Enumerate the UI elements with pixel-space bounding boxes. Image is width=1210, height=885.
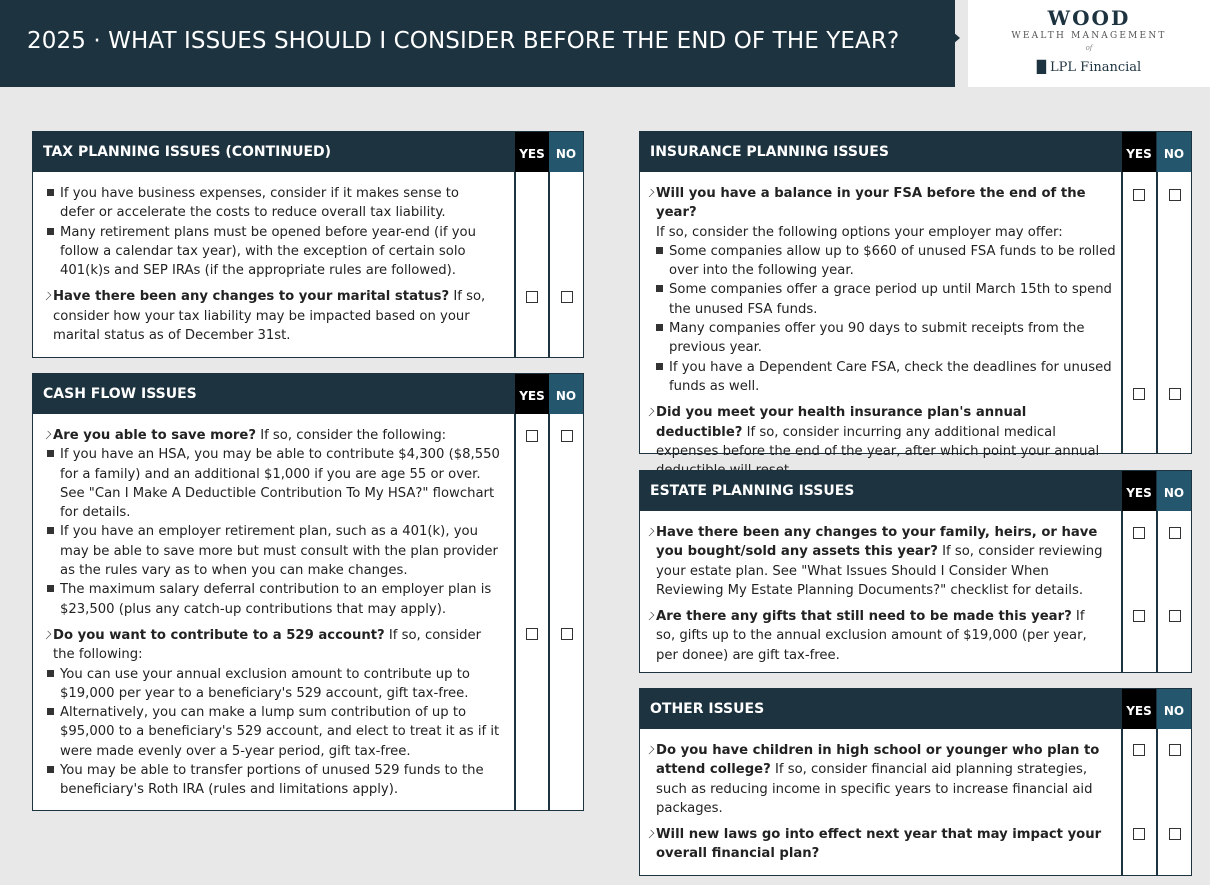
yes-checkbox[interactable] [1133, 388, 1145, 400]
question-text: If so, consider the following: [53, 627, 482, 663]
cash-flow-section [32, 373, 584, 811]
header-bar [0, 0, 955, 87]
list-item: You may be able to transfer portions of unused 529 funds to the beneficiary's Roth IRA (rules and limitations apply). [47, 761, 505, 800]
column-divider [1156, 172, 1158, 453]
question-bold: Do you want to contribute to a 529 account? [53, 627, 385, 643]
section-title: CASH FLOW ISSUES [43, 386, 197, 402]
yes-checkbox[interactable] [526, 628, 538, 640]
question [650, 825, 1108, 864]
header-arrow [953, 32, 960, 44]
question [650, 523, 1106, 600]
lpl-mark-icon: █ [1036, 60, 1047, 74]
section-header [640, 471, 1191, 511]
page-title: 2025 · WHAT ISSUES SHOULD I CONSIDER BEFORE THE END OF THE YEAR? [27, 28, 900, 54]
column-divider [1121, 172, 1123, 453]
question [650, 184, 1116, 223]
question-bold: Have there been any changes to your marital status? [53, 289, 450, 305]
question-text: If so, consider how your tax liability may be impacted based on your marital status as of December 31st. [53, 289, 486, 344]
no-checkbox[interactable] [1169, 388, 1181, 400]
yes-column-header: YES [1122, 132, 1156, 172]
section-body [650, 184, 1116, 480]
question-text: If so, consider the following: [256, 428, 447, 443]
question-bold: Are there any gifts that still need to be made this year? [656, 609, 1072, 625]
section-header [33, 132, 583, 172]
yes-checkbox[interactable] [1133, 189, 1145, 201]
column-divider [514, 414, 516, 810]
no-checkbox[interactable] [1169, 527, 1181, 539]
section-header [640, 689, 1191, 729]
list-item: Many companies offer you 90 days to submit receipts from the previous year. [656, 319, 1116, 358]
yes-checkbox[interactable] [1133, 527, 1145, 539]
question [47, 287, 497, 345]
no-checkbox[interactable] [561, 628, 573, 640]
list-item: Many retirement plans must be opened before year-end (if you follow a calendar tax year), with the exception of certain solo 401(k)s and SEP IRAs (if the appropriate rules are followed). [47, 223, 497, 281]
list-item: If you have a Dependent Care FSA, check the deadlines for unused funds as well. [656, 358, 1116, 397]
no-checkbox[interactable] [1169, 189, 1181, 201]
question-bold: Will you have a balance in your FSA before the end of the year? [656, 186, 1086, 221]
no-column-header: NO [1157, 132, 1191, 172]
question-bold: Will new laws go into effect next year that may impact your overall financial plan? [656, 827, 1102, 862]
logo-subtitle: WEALTH MANAGEMENT [1011, 31, 1167, 41]
no-checkbox[interactable] [1169, 744, 1181, 756]
logo-partner-text: LPL Financial [1050, 60, 1142, 75]
question [650, 607, 1106, 665]
list-item: If you have an employer retirement plan, such as a 401(k), you may be able to save more but must consult with the plan provider as the rules vary as to when you can make changes. [47, 522, 505, 580]
column-divider [1121, 729, 1123, 875]
no-checkbox[interactable] [1169, 610, 1181, 622]
company-logo [968, 0, 1210, 87]
no-column-header: NO [1157, 471, 1191, 511]
no-checkbox[interactable] [1169, 828, 1181, 840]
no-checkbox[interactable] [561, 430, 573, 442]
column-divider [548, 172, 550, 357]
list-item: Some companies allow up to $660 of unused FSA funds to be rolled over into the following year. [656, 242, 1116, 281]
question-text: If so, consider incurring any additional medical expenses before the end of the year, after which point your annual [656, 424, 1100, 459]
section-body [47, 184, 497, 345]
question-bold: Do you have children in high school or younger who plan to attend college? [656, 743, 1100, 778]
section-title: INSURANCE PLANNING ISSUES [650, 144, 889, 160]
section-header [640, 132, 1191, 172]
yes-checkbox[interactable] [1133, 828, 1145, 840]
list-item: Alternatively, you can make a lump sum contribution of up to $95,000 to a beneficiary's 529 account, and elect to treat it as if it were made evenly over a 5-year period, gift tax-free. [47, 703, 505, 761]
section-header [33, 374, 583, 414]
list-item: The maximum salary deferral contribution to an employer plan is $23,500 (plus any catch-up contributions that may apply). [47, 580, 505, 619]
insurance-planning-section [639, 131, 1192, 459]
question-bold: Are you able to save more? [53, 428, 257, 443]
section-title: TAX PLANNING ISSUES (CONTINUED) [43, 144, 332, 160]
estate-planning-section [639, 470, 1192, 673]
question-text: If so, gifts up to the annual exclusion amount of $19,000 (per year, per donee) are gift tax-free. [656, 609, 1087, 663]
section-body [650, 523, 1106, 665]
no-column-header: NO [549, 132, 583, 172]
logo-name: WOOD [1047, 6, 1131, 30]
question [650, 741, 1108, 818]
question [47, 626, 505, 665]
question [47, 426, 505, 445]
yes-checkbox[interactable] [1133, 744, 1145, 756]
question [650, 403, 1116, 480]
no-checkbox[interactable] [561, 291, 573, 303]
section-body [47, 426, 505, 800]
column-divider [1156, 511, 1158, 672]
list-item: You can use your annual exclusion amount to contribute up to $19,000 per year to a beneficiary's 529 account, gift tax-free. [47, 665, 505, 704]
section-body [650, 741, 1108, 864]
list-item: Some companies offer a grace period up until March 15th to spend the unused FSA funds. [656, 280, 1116, 319]
column-divider [548, 414, 550, 810]
column-divider [1121, 511, 1123, 672]
question-text: If so, consider the following options your employer may offer: [656, 224, 1063, 240]
list-item: If you have business expenses, consider if it makes sense to defer or accelerate the costs to reduce overall tax liability. [47, 184, 497, 223]
yes-checkbox[interactable] [526, 430, 538, 442]
other-issues-section [639, 688, 1192, 876]
yes-column-header: YES [1122, 471, 1156, 511]
yes-column-header: YES [1122, 689, 1156, 729]
question-text: If so, consider financial aid planning strategies, such as reducing income in specific years to increase financial aid packages. [656, 762, 1093, 816]
section-title: ESTATE PLANNING ISSUES [650, 483, 855, 499]
section-title: OTHER ISSUES [650, 701, 765, 717]
logo-partner [968, 60, 1210, 75]
logo-of: of [1085, 44, 1093, 52]
yes-column-header: YES [515, 132, 549, 172]
tax-planning-section [32, 131, 584, 358]
no-column-header: NO [1157, 689, 1191, 729]
yes-checkbox[interactable] [526, 291, 538, 303]
yes-column-header: YES [515, 374, 549, 414]
question-bold: Have there been any changes to your family, heirs, or have you bought/sold any assets this year? [656, 525, 1098, 560]
column-divider [1156, 729, 1158, 875]
list-item: If you have an HSA, you may be able to contribute $4,300 ($8,550 for a family) and an additional $1,000 if you are age 55 or over. See "Can I Make A Deductible Contribution To My HSA?" flowchart for details. [47, 445, 505, 522]
no-column-header: NO [549, 374, 583, 414]
column-divider [514, 172, 516, 357]
question-bold: Did you meet your health insurance plan's annual deductible? [656, 405, 1027, 440]
question-text: If so, consider reviewing your estate plan. See "What Issues Should I Consider When Reviewing My Estate Planning Documents?" checklist for details. [656, 544, 1103, 598]
yes-checkbox[interactable] [1133, 610, 1145, 622]
